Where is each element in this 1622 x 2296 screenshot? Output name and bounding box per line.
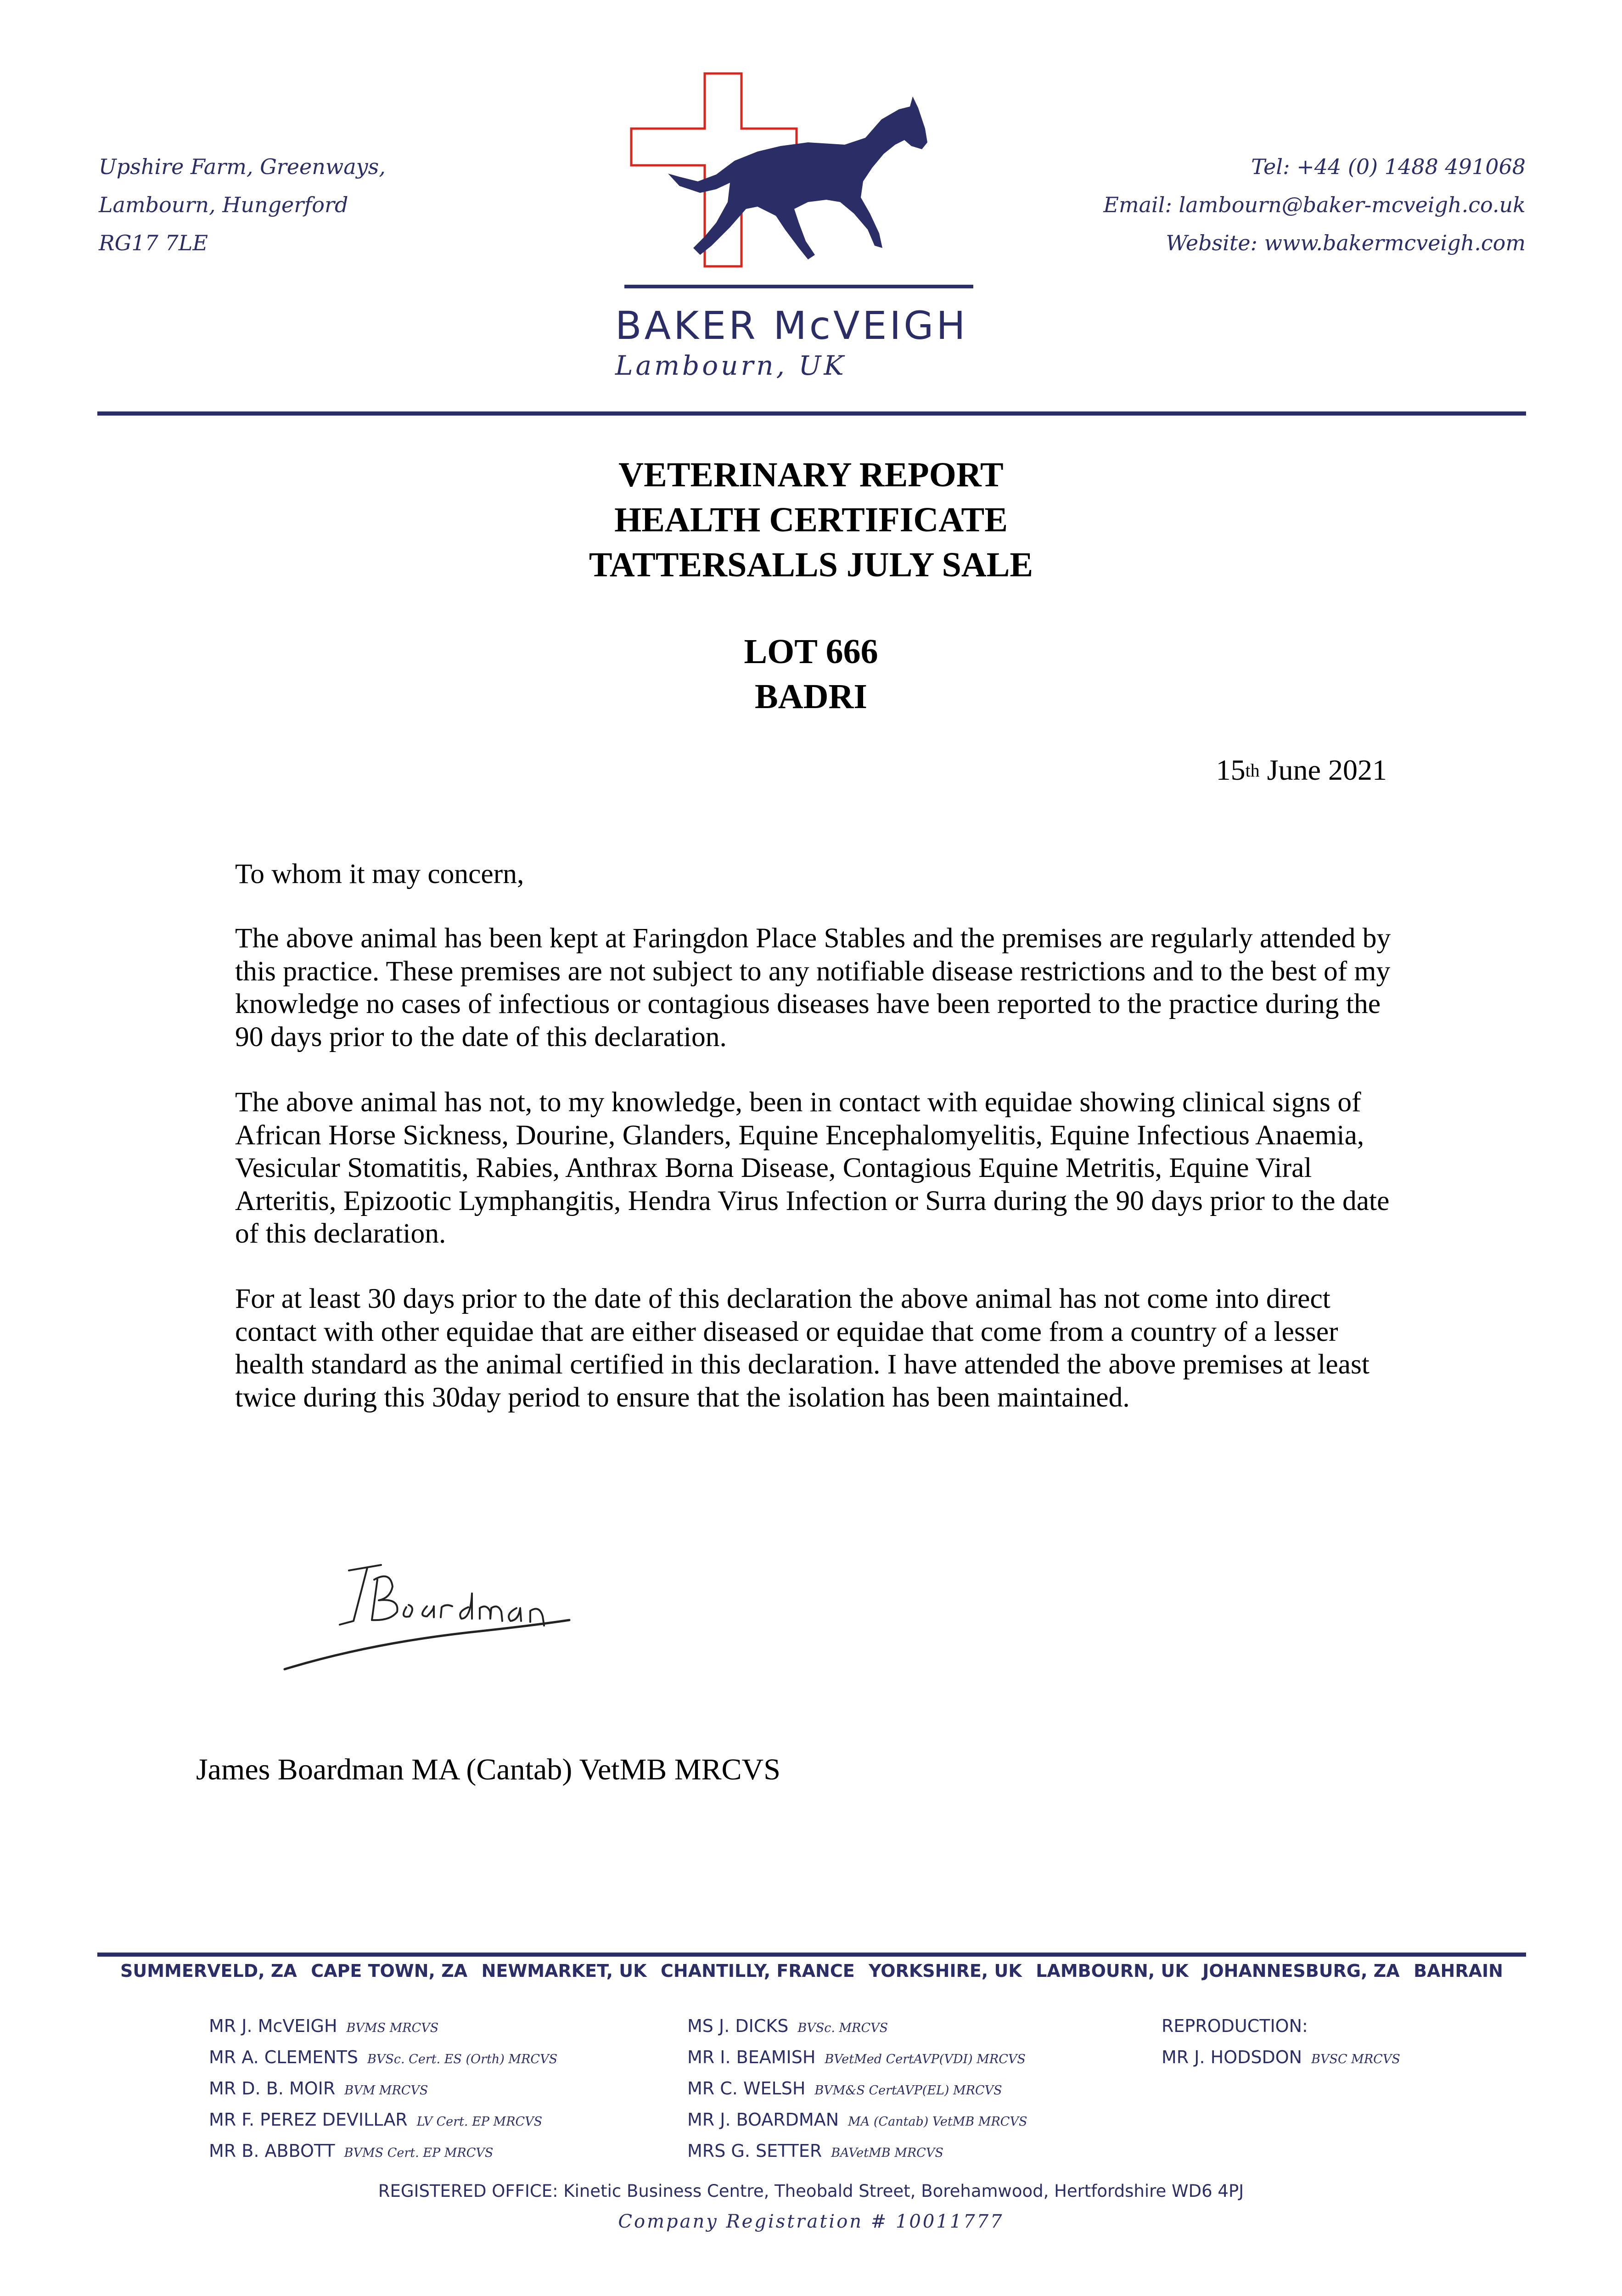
practice-address [99,148,386,262]
title-line: TATTERSALLS JULY SALE [589,546,1033,584]
report-title [0,452,1622,587]
staff-name: MR D. B. MOIR [209,2078,336,2099]
address-line: Upshire Farm, Greenways, [99,154,386,179]
address-line: RG17 7LE [99,231,208,255]
staff-name: MRS G. SETTER [687,2141,822,2161]
staff-qualification: MA (Cantab) VetMB MRCVS [848,2115,1027,2129]
staff-row [209,2073,557,2104]
staff-qualification: LV Cert. EP MRCVS [416,2115,543,2129]
staff-row [1162,2042,1400,2073]
staff-qualification: BVMS Cert. EP MRCVS [344,2146,494,2160]
staff-row [687,2042,1027,2073]
email-line: Email: lambourn@baker-mcveigh.co.uk [1103,192,1526,217]
staff-list-2 [687,2010,1027,2167]
header-divider [97,411,1526,416]
staff-name: MR B. ABBOTT [209,2141,335,2161]
staff-list-3 [1162,2010,1400,2073]
staff-qualification: BVSc. MRCVS [797,2021,888,2035]
staff-row [209,2010,557,2042]
signer-name: James Boardman MA (Cantab) VetMB MRCVS [196,1753,780,1786]
date-rest: June 2021 [1267,754,1387,786]
handwritten-signature [275,1552,574,1681]
brand-location: Lambourn, UK [615,350,847,381]
location-item: CAPE TOWN, ZA [311,1961,468,1981]
staff-row [209,2042,557,2073]
staff-name: MS J. DICKS [687,2016,789,2036]
location-item: BAHRAIN [1414,1961,1503,1981]
horse-icon [668,96,927,259]
salutation: To whom it may concern, [235,858,524,889]
baker-mcveigh-logo [624,64,973,321]
reproduction-heading: REPRODUCTION: [1162,2016,1308,2036]
phone-line: Tel: +44 (0) 1488 491068 [1251,154,1526,179]
website-line: Website: www.bakermcveigh.com [1166,231,1526,255]
staff-qualification: BVM&S CertAVP(EL) MRCVS [814,2083,1002,2098]
location-item: SUMMERVELD, ZA [120,1961,297,1981]
address-line: Lambourn, Hungerford [99,192,348,217]
staff-qualification: BVSC MRCVS [1311,2052,1400,2066]
location-item: YORKSHIRE, UK [869,1961,1022,1981]
paragraph-isolation: For at least 30 days prior to the date of this declaration the above animal has not come into direct contact with other equidae that are either diseased or equidae that come from a country of a lesser health standard as the animal certified in this declaration. I have attended the above premises at least twice during this 30day period to ensure that the isolation has been maintained. [235,1283,1369,1413]
staff-qualification: BVetMed CertAVP(VDI) MRCVS [825,2052,1026,2066]
staff-row [687,2104,1027,2135]
date-day: 15 [1216,754,1246,786]
title-line: HEALTH CERTIFICATE [614,501,1008,539]
contact-details [1103,148,1526,262]
staff-name: MR J. HODSDON [1162,2047,1302,2067]
location-item: JOHANNESBURG, ZA [1202,1961,1400,1981]
horse-name: BADRI [755,677,867,716]
report-date [1216,753,1387,787]
company-registration: Company Registration # 10011777 [618,2211,1004,2232]
staff-row [209,2104,557,2135]
staff-name: MR J. McVEIGH [209,2016,337,2036]
staff-list-1 [209,2010,557,2167]
staff-row [1162,2010,1400,2042]
title-line: VETERINARY REPORT [618,456,1004,494]
location-item: CHANTILLY, FRANCE [661,1961,855,1981]
paragraph-premises: The above animal has been kept at Faringdon Place Stables and the premises are regularly attended by this practice. These premises are not subject to any notifiable disease restrictions and to the best of my knowledge no cases of infectious or contagious diseases have been reported to the practice during the 90 days prior to the date of this declaration. [235,923,1391,1052]
footer-divider [97,1953,1526,1957]
staff-name: MR F. PEREZ DEVILLAR [209,2110,408,2130]
location-item: LAMBOURN, UK [1036,1961,1189,1981]
staff-name: MR J. BOARDMAN [687,2110,839,2130]
staff-qualification: BVMS MRCVS [346,2021,439,2035]
lot-number: LOT 666 [744,632,878,671]
location-item: NEWMARKET, UK [481,1961,647,1981]
staff-name: MR I. BEAMISH [687,2047,816,2067]
staff-name: MR C. WELSH [687,2078,806,2099]
staff-row [687,2010,1027,2042]
paragraph-diseases: The above animal has not, to my knowledge, been in contact with equidae showing clinical signs of African Horse Sickness, Dourine, Glanders, Equine Encephalomyelitis, Equine Infectious Anaemia, Vesicular Stomatitis, Rabies, Anthrax Borna Disease, Contagious Equine Metritis, Equine Viral Arteritis, Epizootic Lymphangitis, Hendra Virus Infection or Surra during the 90 days prior to the date of this declaration. [235,1086,1390,1249]
office-locations [97,1961,1526,1981]
brand-name: BAKER McVEIGH [615,303,968,348]
staff-qualification: BVM MRCVS [344,2083,428,2098]
staff-qualification: BAVetMB MRCVS [831,2146,943,2160]
staff-name: MR A. CLEMENTS [209,2047,359,2067]
staff-row [209,2135,557,2167]
registered-office: REGISTERED OFFICE: Kinetic Business Centre, Theobald Street, Borehamwood, Hertfordshire WD6 4PJ [378,2181,1244,2201]
staff-qualification: BVSc. Cert. ES (Orth) MRCVS [367,2052,558,2066]
staff-row [687,2135,1027,2167]
lot-info [0,629,1622,719]
date-suffix: th [1245,760,1260,781]
staff-row [687,2073,1027,2104]
